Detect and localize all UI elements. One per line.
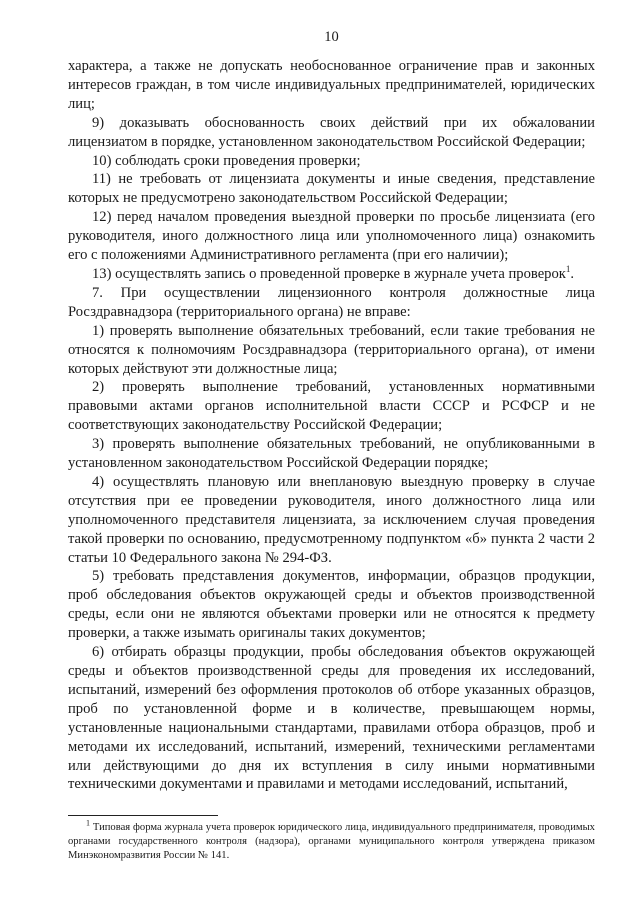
list-item-13-end: .: [570, 265, 575, 282]
list-item-12: 12) перед началом проведения выездной проверки по просьбе лицензиата (его руководителя, иного должностного лица или уполномоченного лица) ознакомить его с положениями Административного регламента (при его наличии);: [68, 209, 595, 264]
page-number: 10: [324, 29, 339, 45]
prohibition-item-5: 5) требовать представления документов, информации, образцов продукции, проб обследования объектов окружающей среды и объектов производственной среды, если они не являются объектами проверки или не относятся к предмету проверки, а также изымать оригиналы таких документов;: [68, 568, 595, 642]
prohibition-item-1: 1) проверять выполнение обязательных требований, если такие требования не относятся к полномочиям Росздравнадзора (территориального органа), от имени которых действуют эти должностные лица;: [68, 322, 595, 377]
footnote-text: Типовая форма журнала учета проверок юридического лица, индивидуального предпринимателя, проводимых органами государственного контроля (надзора), органами муниципального контроля утверждена приказом Минэкономразвития России № 141.: [68, 822, 595, 862]
footnote-mark: 1: [86, 818, 90, 828]
section-7-heading: 7. При осуществлении лицензионного контроля должностные лица Росздравнадзора (территориального органа) не вправе:: [68, 284, 595, 320]
list-item-13: [68, 265, 595, 284]
prohibition-item-4: 4) осуществлять плановую или внеплановую выездную проверку в случае отсутствия при ее проведении руководителя, иного должностного лица или уполномоченного представителя лицензиата, за исключением случая проведения такой проверки по основанию, предусмотренному подпунктом «б» пункта 2 части 2 статьи 10 Федерального закона № 294-ФЗ.: [68, 473, 595, 566]
list-item-11: 11) не требовать от лицензиата документы и иные сведения, представление которых не предусмотрено законодательством Российской Федерации;: [68, 171, 595, 207]
document-body: [68, 57, 595, 794]
list-item-9: 9) доказывать обоснованность своих действий при их обжаловании лицензиатом в порядке, установленном законодательством Российской Федерации;: [68, 114, 595, 150]
prohibition-item-2: 2) проверять выполнение требований, установленных нормативными правовыми актами органов исполнительной власти СССР и РСФСР и не соответствующих законодательству Российской Федерации;: [68, 379, 595, 434]
footnote-reference: 1: [565, 264, 571, 275]
prohibition-item-3: 3) проверять выполнение обязательных требований, не опубликованными в установленном законодательством Российской Федерации порядке;: [68, 436, 595, 472]
prohibition-item-6: 6) отбирать образцы продукции, пробы обследования объектов окружающей среды и объектов производственной среды для проведения их исследований, испытаний, измерений без оформления протоколов об отборе указанных образцов, проб по установленной форме и в количестве, превышающем нормы, установленные национальными стандартами, правилами отбора образцов, проб и методами их исследований, испытаний, измерений, техническими регламентами или действующими до дня их вступления в силу иными нормативными техническими документами и правилами и методами исследований, испытаний,: [68, 644, 595, 793]
paragraph-continuation: характера, а также не допускать необоснованное ограничение прав и законных интересов граждан, в том числе индивидуальных предпринимателей, юридических лиц;: [68, 58, 595, 112]
footnote-divider: [68, 815, 218, 816]
list-item-13-text: 13) осуществлять запись о проведенной проверке в журнале учета проверок: [92, 265, 566, 282]
footnote: [68, 818, 595, 863]
list-item-10: 10) соблюдать сроки проведения проверки;: [92, 152, 361, 169]
